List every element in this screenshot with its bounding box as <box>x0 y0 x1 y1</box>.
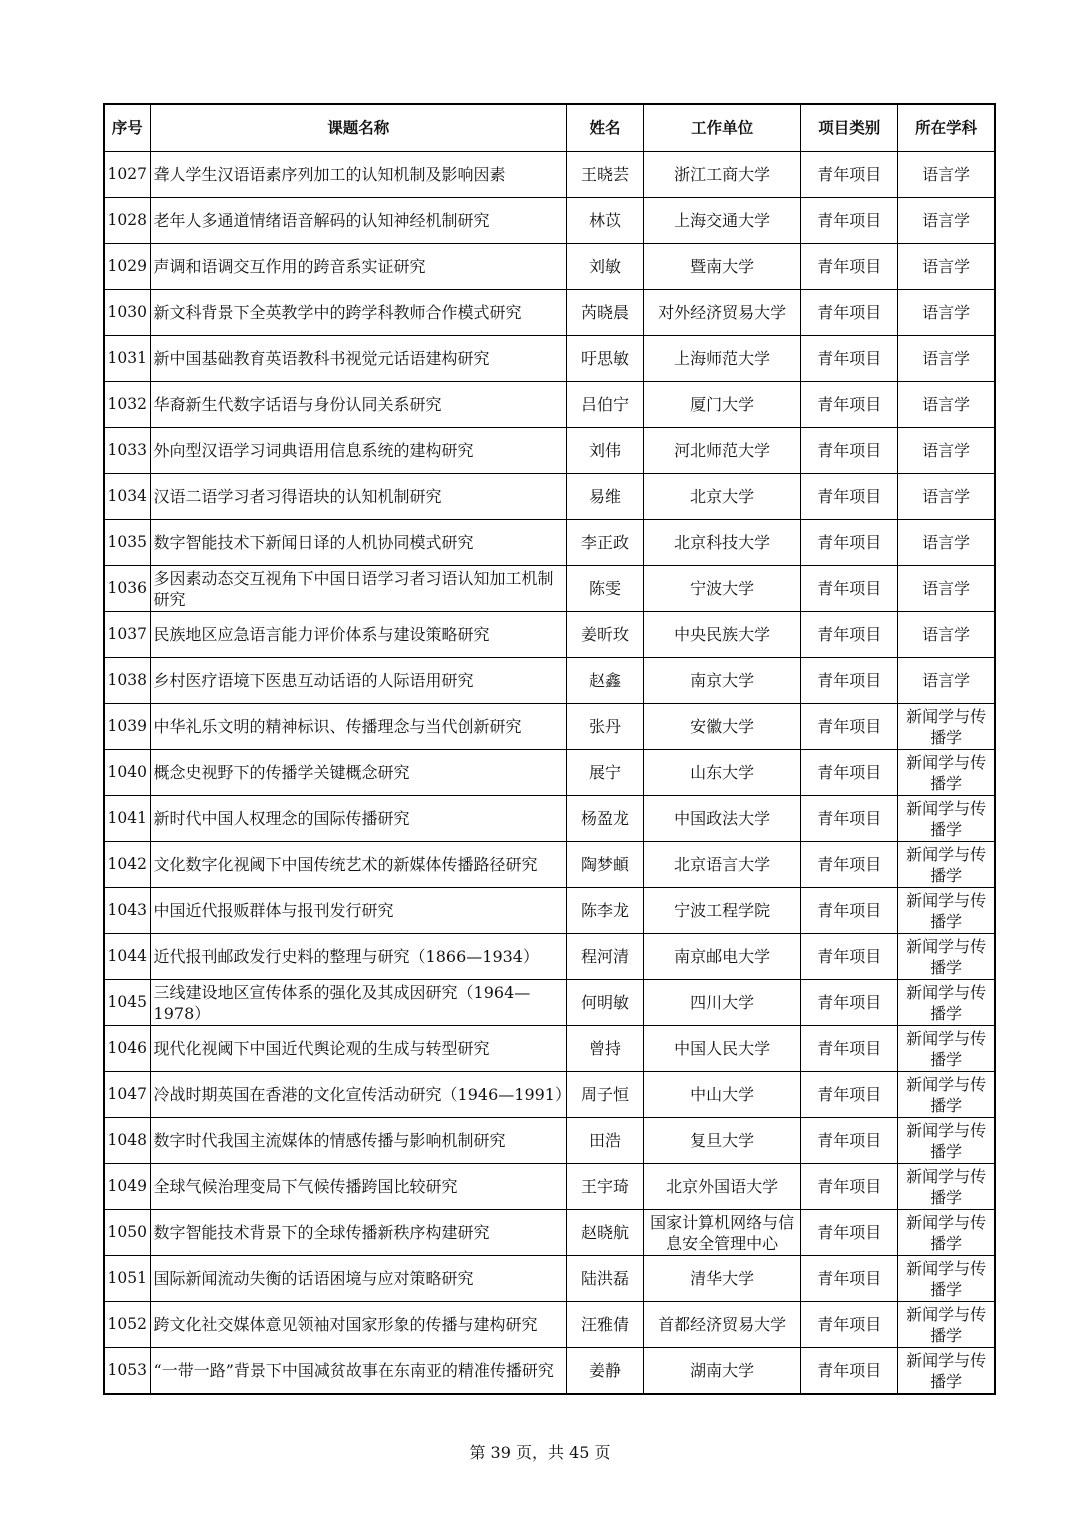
table-row <box>104 198 995 244</box>
work-unit-cell: 北京科技大学 <box>644 520 801 566</box>
work-unit-cell: 宁波大学 <box>644 566 801 612</box>
person-name-cell: 陆洪磊 <box>567 1256 644 1302</box>
project-title-cell: 概念史视野下的传播学关键概念研究 <box>150 750 566 796</box>
header-type: 项目类别 <box>801 104 898 152</box>
subject-area-cell: 新闻学与传播学 <box>898 842 995 888</box>
table-row <box>104 980 995 1026</box>
subject-area-cell: 新闻学与传播学 <box>898 1118 995 1164</box>
project-type-cell: 青年项目 <box>801 1164 898 1210</box>
project-title-cell: 冷战时期英国在香港的文化宣传活动研究（1946—1991） <box>150 1072 566 1118</box>
person-name-cell: 李正政 <box>567 520 644 566</box>
project-title-cell: 跨文化社交媒体意见领袖对国家形象的传播与建构研究 <box>150 1302 566 1348</box>
row-number-cell: 1046 <box>104 1026 150 1072</box>
work-unit-cell: 对外经济贸易大学 <box>644 290 801 336</box>
subject-area-cell: 新闻学与传播学 <box>898 1164 995 1210</box>
row-number-cell: 1052 <box>104 1302 150 1348</box>
table-row <box>104 1072 995 1118</box>
row-number-cell: 1029 <box>104 244 150 290</box>
table-row <box>104 842 995 888</box>
project-title-cell: 数字智能技术背景下的全球传播新秩序构建研究 <box>150 1210 566 1256</box>
project-type-cell: 青年项目 <box>801 336 898 382</box>
row-number-cell: 1051 <box>104 1256 150 1302</box>
subject-area-cell: 新闻学与传播学 <box>898 750 995 796</box>
project-title-cell: 现代化视阈下中国近代舆论观的生成与转型研究 <box>150 1026 566 1072</box>
work-unit-cell: 湖南大学 <box>644 1348 801 1395</box>
subject-area-cell: 语言学 <box>898 566 995 612</box>
project-type-cell: 青年项目 <box>801 198 898 244</box>
table-row <box>104 1302 995 1348</box>
row-number-cell: 1048 <box>104 1118 150 1164</box>
row-number-cell: 1036 <box>104 566 150 612</box>
person-name-cell: 姜静 <box>567 1348 644 1395</box>
subject-area-cell: 语言学 <box>898 382 995 428</box>
table-row <box>104 934 995 980</box>
subject-area-cell: 语言学 <box>898 336 995 382</box>
work-unit-cell: 北京大学 <box>644 474 801 520</box>
project-title-cell: 汉语二语学习者习得语块的认知机制研究 <box>150 474 566 520</box>
table-row <box>104 704 995 750</box>
project-type-cell: 青年项目 <box>801 382 898 428</box>
work-unit-cell: 上海交通大学 <box>644 198 801 244</box>
subject-area-cell: 新闻学与传播学 <box>898 1210 995 1256</box>
row-number-cell: 1049 <box>104 1164 150 1210</box>
work-unit-cell: 宁波工程学院 <box>644 888 801 934</box>
person-name-cell: 陶梦頔 <box>567 842 644 888</box>
row-number-cell: 1037 <box>104 612 150 658</box>
row-number-cell: 1047 <box>104 1072 150 1118</box>
row-number-cell: 1043 <box>104 888 150 934</box>
project-title-cell: 新中国基础教育英语教科书视觉元话语建构研究 <box>150 336 566 382</box>
subject-area-cell: 语言学 <box>898 428 995 474</box>
row-number-cell: 1038 <box>104 658 150 704</box>
subject-area-cell: 语言学 <box>898 290 995 336</box>
table-row <box>104 1118 995 1164</box>
project-title-cell: 外向型汉语学习词典语用信息系统的建构研究 <box>150 428 566 474</box>
project-title-cell: 新时代中国人权理念的国际传播研究 <box>150 796 566 842</box>
table-row <box>104 428 995 474</box>
subject-area-cell: 新闻学与传播学 <box>898 796 995 842</box>
page-footer: 第 39 页，共 45 页 <box>469 1443 611 1462</box>
row-number-cell: 1032 <box>104 382 150 428</box>
work-unit-cell: 暨南大学 <box>644 244 801 290</box>
project-type-cell: 青年项目 <box>801 290 898 336</box>
project-title-cell: 文化数字化视阈下中国传统艺术的新媒体传播路径研究 <box>150 842 566 888</box>
person-name-cell: 吁思敏 <box>567 336 644 382</box>
project-title-cell: 数字时代我国主流媒体的情感传播与影响机制研究 <box>150 1118 566 1164</box>
table-row <box>104 888 995 934</box>
row-number-cell: 1031 <box>104 336 150 382</box>
subject-area-cell: 新闻学与传播学 <box>898 1348 995 1395</box>
project-title-cell: 近代报刊邮政发行史料的整理与研究（1866—1934） <box>150 934 566 980</box>
row-number-cell: 1039 <box>104 704 150 750</box>
work-unit-cell: 上海师范大学 <box>644 336 801 382</box>
project-title-cell: 国际新闻流动失衡的话语困境与应对策略研究 <box>150 1256 566 1302</box>
project-type-cell: 青年项目 <box>801 934 898 980</box>
person-name-cell: 姜昕玫 <box>567 612 644 658</box>
table-row <box>104 1348 995 1395</box>
work-unit-cell: 复旦大学 <box>644 1118 801 1164</box>
project-type-cell: 青年项目 <box>801 1072 898 1118</box>
work-unit-cell: 清华大学 <box>644 1256 801 1302</box>
project-type-cell: 青年项目 <box>801 1348 898 1395</box>
row-number-cell: 1044 <box>104 934 150 980</box>
project-title-cell: 新文科背景下全英教学中的跨学科教师合作模式研究 <box>150 290 566 336</box>
project-type-cell: 青年项目 <box>801 888 898 934</box>
person-name-cell: 赵晓航 <box>567 1210 644 1256</box>
project-title-cell: 全球气候治理变局下气候传播跨国比较研究 <box>150 1164 566 1210</box>
table-row <box>104 244 995 290</box>
subject-area-cell: 语言学 <box>898 244 995 290</box>
project-title-cell: 多因素动态交互视角下中国日语学习者习语认知加工机制研究 <box>150 566 566 612</box>
row-number-cell: 1035 <box>104 520 150 566</box>
table-row <box>104 1026 995 1072</box>
project-title-cell: 乡村医疗语境下医患互动话语的人际语用研究 <box>150 658 566 704</box>
subject-area-cell: 新闻学与传播学 <box>898 888 995 934</box>
project-type-cell: 青年项目 <box>801 1302 898 1348</box>
person-name-cell: 陈雯 <box>567 566 644 612</box>
work-unit-cell: 中央民族大学 <box>644 612 801 658</box>
person-name-cell: 刘伟 <box>567 428 644 474</box>
person-name-cell: 芮晓晨 <box>567 290 644 336</box>
project-title-cell: 华裔新生代数字话语与身份认同关系研究 <box>150 382 566 428</box>
person-name-cell: 田浩 <box>567 1118 644 1164</box>
project-type-cell: 青年项目 <box>801 704 898 750</box>
table-row <box>104 336 995 382</box>
project-type-cell: 青年项目 <box>801 612 898 658</box>
subject-area-cell: 新闻学与传播学 <box>898 934 995 980</box>
project-title-cell: “一带一路”背景下中国减贫故事在东南亚的精准传播研究 <box>150 1348 566 1395</box>
work-unit-cell: 首都经济贸易大学 <box>644 1302 801 1348</box>
person-name-cell: 吕伯宁 <box>567 382 644 428</box>
table-row <box>104 1164 995 1210</box>
project-type-cell: 青年项目 <box>801 1118 898 1164</box>
table-row <box>104 152 995 198</box>
row-number-cell: 1040 <box>104 750 150 796</box>
work-unit-cell: 南京邮电大学 <box>644 934 801 980</box>
work-unit-cell: 河北师范大学 <box>644 428 801 474</box>
project-title-cell: 声调和语调交互作用的跨音系实证研究 <box>150 244 566 290</box>
project-title-cell: 老年人多通道情绪语音解码的认知神经机制研究 <box>150 198 566 244</box>
project-type-cell: 青年项目 <box>801 474 898 520</box>
work-unit-cell: 安徽大学 <box>644 704 801 750</box>
work-unit-cell: 厦门大学 <box>644 382 801 428</box>
project-type-cell: 青年项目 <box>801 152 898 198</box>
project-type-cell: 青年项目 <box>801 428 898 474</box>
work-unit-cell: 山东大学 <box>644 750 801 796</box>
work-unit-cell: 北京语言大学 <box>644 842 801 888</box>
person-name-cell: 赵鑫 <box>567 658 644 704</box>
person-name-cell: 林苡 <box>567 198 644 244</box>
work-unit-cell: 四川大学 <box>644 980 801 1026</box>
table-row <box>104 382 995 428</box>
project-table <box>103 103 996 1395</box>
person-name-cell: 张丹 <box>567 704 644 750</box>
project-title-cell: 中国近代报贩群体与报刊发行研究 <box>150 888 566 934</box>
project-type-cell: 青年项目 <box>801 1210 898 1256</box>
subject-area-cell: 新闻学与传播学 <box>898 1256 995 1302</box>
project-type-cell: 青年项目 <box>801 244 898 290</box>
row-number-cell: 1030 <box>104 290 150 336</box>
project-type-cell: 青年项目 <box>801 750 898 796</box>
table-row <box>104 796 995 842</box>
subject-area-cell: 新闻学与传播学 <box>898 1026 995 1072</box>
row-number-cell: 1053 <box>104 1348 150 1395</box>
row-number-cell: 1027 <box>104 152 150 198</box>
row-number-cell: 1033 <box>104 428 150 474</box>
project-title-cell: 中华礼乐文明的精神标识、传播理念与当代创新研究 <box>150 704 566 750</box>
subject-area-cell: 语言学 <box>898 612 995 658</box>
person-name-cell: 展宁 <box>567 750 644 796</box>
subject-area-cell: 语言学 <box>898 152 995 198</box>
table-row <box>104 1256 995 1302</box>
person-name-cell: 程河清 <box>567 934 644 980</box>
subject-area-cell: 新闻学与传播学 <box>898 1302 995 1348</box>
subject-area-cell: 新闻学与传播学 <box>898 980 995 1026</box>
person-name-cell: 曾持 <box>567 1026 644 1072</box>
project-type-cell: 青年项目 <box>801 566 898 612</box>
table-row <box>104 612 995 658</box>
table-row <box>104 474 995 520</box>
table-body <box>104 152 995 1395</box>
subject-area-cell: 新闻学与传播学 <box>898 1072 995 1118</box>
subject-area-cell: 语言学 <box>898 474 995 520</box>
project-title-cell: 民族地区应急语言能力评价体系与建设策略研究 <box>150 612 566 658</box>
row-number-cell: 1050 <box>104 1210 150 1256</box>
table-row <box>104 520 995 566</box>
person-name-cell: 陈李龙 <box>567 888 644 934</box>
person-name-cell: 易维 <box>567 474 644 520</box>
project-type-cell: 青年项目 <box>801 658 898 704</box>
header-name: 姓名 <box>567 104 644 152</box>
row-number-cell: 1045 <box>104 980 150 1026</box>
row-number-cell: 1028 <box>104 198 150 244</box>
table-row <box>104 658 995 704</box>
project-type-cell: 青年项目 <box>801 842 898 888</box>
work-unit-cell: 北京外国语大学 <box>644 1164 801 1210</box>
project-type-cell: 青年项目 <box>801 796 898 842</box>
work-unit-cell: 国家计算机网络与信息安全管理中心 <box>644 1210 801 1256</box>
header-no: 序号 <box>104 104 150 152</box>
work-unit-cell: 南京大学 <box>644 658 801 704</box>
work-unit-cell: 中国政法大学 <box>644 796 801 842</box>
subject-area-cell: 新闻学与传播学 <box>898 704 995 750</box>
subject-area-cell: 语言学 <box>898 658 995 704</box>
work-unit-cell: 浙江工商大学 <box>644 152 801 198</box>
header-org: 工作单位 <box>644 104 801 152</box>
person-name-cell: 周子恒 <box>567 1072 644 1118</box>
row-number-cell: 1034 <box>104 474 150 520</box>
work-unit-cell: 中山大学 <box>644 1072 801 1118</box>
person-name-cell: 汪雅倩 <box>567 1302 644 1348</box>
row-number-cell: 1042 <box>104 842 150 888</box>
table-row <box>104 750 995 796</box>
person-name-cell: 何明敏 <box>567 980 644 1026</box>
subject-area-cell: 语言学 <box>898 198 995 244</box>
person-name-cell: 王宇琦 <box>567 1164 644 1210</box>
table-row <box>104 566 995 612</box>
table-row <box>104 290 995 336</box>
person-name-cell: 王晓芸 <box>567 152 644 198</box>
project-type-cell: 青年项目 <box>801 1256 898 1302</box>
project-title-cell: 数字智能技术下新闻日译的人机协同模式研究 <box>150 520 566 566</box>
project-title-cell: 三线建设地区宣传体系的强化及其成因研究（1964—1978） <box>150 980 566 1026</box>
person-name-cell: 杨盈龙 <box>567 796 644 842</box>
header-subject: 所在学科 <box>898 104 995 152</box>
header-title: 课题名称 <box>150 104 566 152</box>
row-number-cell: 1041 <box>104 796 150 842</box>
project-type-cell: 青年项目 <box>801 520 898 566</box>
project-type-cell: 青年项目 <box>801 1026 898 1072</box>
project-title-cell: 聋人学生汉语语素序列加工的认知机制及影响因素 <box>150 152 566 198</box>
work-unit-cell: 中国人民大学 <box>644 1026 801 1072</box>
project-type-cell: 青年项目 <box>801 980 898 1026</box>
table-header-row <box>104 104 995 152</box>
person-name-cell: 刘敏 <box>567 244 644 290</box>
subject-area-cell: 语言学 <box>898 520 995 566</box>
table-row <box>104 1210 995 1256</box>
